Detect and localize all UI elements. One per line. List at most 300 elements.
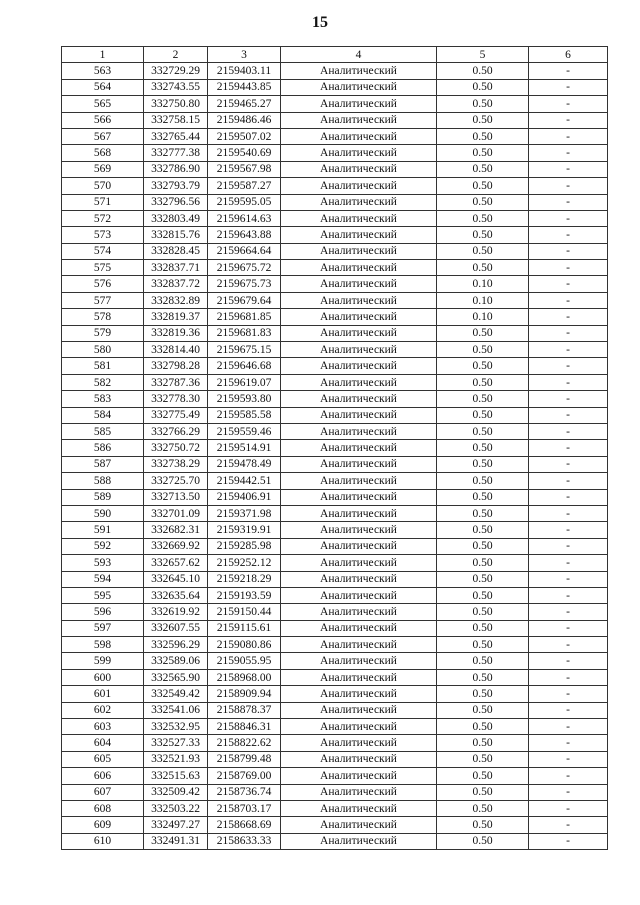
table-row bbox=[62, 194, 608, 210]
table-row bbox=[62, 423, 608, 439]
table-row bbox=[62, 112, 608, 128]
table-cell: Аналитический bbox=[281, 358, 437, 374]
table-cell: 573 bbox=[62, 227, 144, 243]
table-cell: - bbox=[529, 260, 608, 276]
table-cell: Аналитический bbox=[281, 227, 437, 243]
table-cell: 0.50 bbox=[437, 702, 529, 718]
table-cell: - bbox=[529, 473, 608, 489]
table-cell: 590 bbox=[62, 505, 144, 521]
table-cell: - bbox=[529, 768, 608, 784]
table-cell: 567 bbox=[62, 128, 144, 144]
table-cell: 581 bbox=[62, 358, 144, 374]
table-cell: 594 bbox=[62, 571, 144, 587]
table-cell: 332645.10 bbox=[144, 571, 208, 587]
table-cell: 2158769.00 bbox=[208, 768, 281, 784]
table-cell: 570 bbox=[62, 178, 144, 194]
table-cell: - bbox=[529, 620, 608, 636]
table-row bbox=[62, 505, 608, 521]
table-cell: 332796.56 bbox=[144, 194, 208, 210]
table-cell: 599 bbox=[62, 653, 144, 669]
table-cell: 332682.31 bbox=[144, 522, 208, 538]
table-row bbox=[62, 440, 608, 456]
table-cell: 601 bbox=[62, 686, 144, 702]
table-row bbox=[62, 489, 608, 505]
table-row bbox=[62, 686, 608, 702]
table-cell: 0.50 bbox=[437, 735, 529, 751]
table-cell: - bbox=[529, 161, 608, 177]
table-cell: Аналитический bbox=[281, 325, 437, 341]
table-cell: Аналитический bbox=[281, 702, 437, 718]
table-cell: Аналитический bbox=[281, 260, 437, 276]
table-cell: 2159585.58 bbox=[208, 407, 281, 423]
table-row bbox=[62, 768, 608, 784]
table-cell: 2158736.74 bbox=[208, 784, 281, 800]
table-cell: Аналитический bbox=[281, 63, 437, 79]
table-row bbox=[62, 96, 608, 112]
table-row bbox=[62, 358, 608, 374]
table-cell: 2159587.27 bbox=[208, 178, 281, 194]
table-cell: 576 bbox=[62, 276, 144, 292]
table-cell: 0.50 bbox=[437, 505, 529, 521]
table-cell: 2159406.91 bbox=[208, 489, 281, 505]
table-cell: Аналитический bbox=[281, 735, 437, 751]
table-cell: - bbox=[529, 719, 608, 735]
table-cell: Аналитический bbox=[281, 719, 437, 735]
table-row bbox=[62, 719, 608, 735]
table-cell: 332743.55 bbox=[144, 79, 208, 95]
table-cell: 2158878.37 bbox=[208, 702, 281, 718]
table-cell: 0.50 bbox=[437, 210, 529, 226]
table-cell: 332814.40 bbox=[144, 342, 208, 358]
table-cell: 332509.42 bbox=[144, 784, 208, 800]
table-cell: 2159540.69 bbox=[208, 145, 281, 161]
table-row bbox=[62, 456, 608, 472]
table-cell: - bbox=[529, 456, 608, 472]
table-cell: Аналитический bbox=[281, 768, 437, 784]
table-row bbox=[62, 309, 608, 325]
table-cell: - bbox=[529, 358, 608, 374]
table-cell: 2159403.11 bbox=[208, 63, 281, 79]
table-cell: 598 bbox=[62, 637, 144, 653]
table-cell: - bbox=[529, 128, 608, 144]
table-cell: 609 bbox=[62, 817, 144, 833]
table-cell: 0.50 bbox=[437, 227, 529, 243]
table-cell: 2158668.69 bbox=[208, 817, 281, 833]
table-cell: Аналитический bbox=[281, 686, 437, 702]
table-cell: 587 bbox=[62, 456, 144, 472]
table-cell: - bbox=[529, 505, 608, 521]
table-cell: - bbox=[529, 604, 608, 620]
table-cell: 566 bbox=[62, 112, 144, 128]
table-row bbox=[62, 669, 608, 685]
table-row bbox=[62, 391, 608, 407]
table-cell: 0.50 bbox=[437, 128, 529, 144]
table-cell: 0.10 bbox=[437, 309, 529, 325]
table-cell: Аналитический bbox=[281, 276, 437, 292]
table-cell: Аналитический bbox=[281, 128, 437, 144]
table-cell: 332758.15 bbox=[144, 112, 208, 128]
column-header: 6 bbox=[529, 47, 608, 63]
table-row bbox=[62, 800, 608, 816]
table-row bbox=[62, 817, 608, 833]
table-cell: Аналитический bbox=[281, 538, 437, 554]
table-cell: 577 bbox=[62, 292, 144, 308]
table-cell: 2159285.98 bbox=[208, 538, 281, 554]
table-cell: 610 bbox=[62, 833, 144, 849]
table-row bbox=[62, 702, 608, 718]
table-cell: 585 bbox=[62, 423, 144, 439]
column-header: 3 bbox=[208, 47, 281, 63]
table-cell: 332515.63 bbox=[144, 768, 208, 784]
table-cell: 0.50 bbox=[437, 407, 529, 423]
table-cell: - bbox=[529, 374, 608, 390]
table-cell: 0.50 bbox=[437, 440, 529, 456]
table-cell: 600 bbox=[62, 669, 144, 685]
table-cell: 568 bbox=[62, 145, 144, 161]
table-cell: Аналитический bbox=[281, 292, 437, 308]
table-cell: 332787.36 bbox=[144, 374, 208, 390]
table-cell: 332777.38 bbox=[144, 145, 208, 161]
table-cell: 0.50 bbox=[437, 423, 529, 439]
table-cell: - bbox=[529, 63, 608, 79]
table-cell: 0.50 bbox=[437, 719, 529, 735]
table-cell: 2159679.64 bbox=[208, 292, 281, 308]
table-cell: 564 bbox=[62, 79, 144, 95]
table-cell: 332521.93 bbox=[144, 751, 208, 767]
table-cell: 2159681.83 bbox=[208, 325, 281, 341]
table-cell: 332793.79 bbox=[144, 178, 208, 194]
table-cell: 0.50 bbox=[437, 194, 529, 210]
table-cell: 593 bbox=[62, 555, 144, 571]
table-cell: 0.50 bbox=[437, 604, 529, 620]
table-cell: 2159675.15 bbox=[208, 342, 281, 358]
table-cell: 0.50 bbox=[437, 571, 529, 587]
table-cell: 2159643.88 bbox=[208, 227, 281, 243]
table-cell: 2159675.73 bbox=[208, 276, 281, 292]
table-row bbox=[62, 833, 608, 849]
table-row bbox=[62, 325, 608, 341]
table-row bbox=[62, 145, 608, 161]
table-cell: Аналитический bbox=[281, 505, 437, 521]
table-cell: 0.50 bbox=[437, 751, 529, 767]
table-row bbox=[62, 260, 608, 276]
table-cell: 574 bbox=[62, 243, 144, 259]
table-cell: 2158822.62 bbox=[208, 735, 281, 751]
table-cell: 2159193.59 bbox=[208, 587, 281, 603]
table-cell: - bbox=[529, 407, 608, 423]
table-cell: - bbox=[529, 784, 608, 800]
table-row bbox=[62, 79, 608, 95]
table-cell: 332565.90 bbox=[144, 669, 208, 685]
table-cell: 0.50 bbox=[437, 63, 529, 79]
table-cell: - bbox=[529, 292, 608, 308]
table-cell: Аналитический bbox=[281, 833, 437, 849]
table-cell: 2159218.29 bbox=[208, 571, 281, 587]
table-cell: 569 bbox=[62, 161, 144, 177]
table-cell: Аналитический bbox=[281, 440, 437, 456]
table-cell: 2159514.91 bbox=[208, 440, 281, 456]
table-cell: - bbox=[529, 751, 608, 767]
table-cell: 332635.64 bbox=[144, 587, 208, 603]
table-cell: 0.10 bbox=[437, 292, 529, 308]
table-cell: Аналитический bbox=[281, 309, 437, 325]
table-cell: - bbox=[529, 342, 608, 358]
table-cell: - bbox=[529, 686, 608, 702]
table-cell: 605 bbox=[62, 751, 144, 767]
table-cell: 332729.29 bbox=[144, 63, 208, 79]
table-cell: 2159115.61 bbox=[208, 620, 281, 636]
table-row bbox=[62, 522, 608, 538]
table-cell: 2159614.63 bbox=[208, 210, 281, 226]
table-cell: - bbox=[529, 669, 608, 685]
table-row bbox=[62, 243, 608, 259]
table-cell: - bbox=[529, 440, 608, 456]
table-cell: - bbox=[529, 522, 608, 538]
table-cell: - bbox=[529, 194, 608, 210]
table-cell: 2159619.07 bbox=[208, 374, 281, 390]
table-row bbox=[62, 538, 608, 554]
table-cell: 332669.92 bbox=[144, 538, 208, 554]
table-cell: 602 bbox=[62, 702, 144, 718]
coordinates-table bbox=[61, 46, 608, 850]
table-cell: 0.50 bbox=[437, 358, 529, 374]
table-cell: Аналитический bbox=[281, 79, 437, 95]
table-cell: 575 bbox=[62, 260, 144, 276]
table-cell: Аналитический bbox=[281, 243, 437, 259]
table-cell: 595 bbox=[62, 587, 144, 603]
table-cell: - bbox=[529, 309, 608, 325]
table-cell: 332828.45 bbox=[144, 243, 208, 259]
table-cell: 0.50 bbox=[437, 800, 529, 816]
table-cell: Аналитический bbox=[281, 571, 437, 587]
table-cell: 572 bbox=[62, 210, 144, 226]
column-header: 4 bbox=[281, 47, 437, 63]
table-cell: 2158909.94 bbox=[208, 686, 281, 702]
table-cell: Аналитический bbox=[281, 178, 437, 194]
table-cell: Аналитический bbox=[281, 784, 437, 800]
table-cell: 332766.29 bbox=[144, 423, 208, 439]
table-cell: 0.50 bbox=[437, 686, 529, 702]
table-cell: 0.50 bbox=[437, 79, 529, 95]
table-cell: 2159371.98 bbox=[208, 505, 281, 521]
table-cell: - bbox=[529, 817, 608, 833]
table-cell: 0.50 bbox=[437, 587, 529, 603]
table-cell: Аналитический bbox=[281, 112, 437, 128]
table-cell: - bbox=[529, 227, 608, 243]
table-cell: - bbox=[529, 276, 608, 292]
table-row bbox=[62, 161, 608, 177]
table-cell: Аналитический bbox=[281, 342, 437, 358]
table-cell: 332549.42 bbox=[144, 686, 208, 702]
table-cell: 332798.28 bbox=[144, 358, 208, 374]
table-row bbox=[62, 637, 608, 653]
table-cell: 332657.62 bbox=[144, 555, 208, 571]
table-cell: Аналитический bbox=[281, 637, 437, 653]
table-row bbox=[62, 342, 608, 358]
table-cell: Аналитический bbox=[281, 587, 437, 603]
table-cell: 2158799.48 bbox=[208, 751, 281, 767]
table-cell: 580 bbox=[62, 342, 144, 358]
table-cell: 2159486.46 bbox=[208, 112, 281, 128]
table-cell: 332750.72 bbox=[144, 440, 208, 456]
table-cell: Аналитический bbox=[281, 751, 437, 767]
table-cell: 332701.09 bbox=[144, 505, 208, 521]
table-cell: 2159478.49 bbox=[208, 456, 281, 472]
table-cell: 2159595.05 bbox=[208, 194, 281, 210]
table-cell: 0.50 bbox=[437, 161, 529, 177]
table-cell: 0.50 bbox=[437, 243, 529, 259]
table-row bbox=[62, 587, 608, 603]
table-cell: - bbox=[529, 325, 608, 341]
table-cell: 2159507.02 bbox=[208, 128, 281, 144]
table-cell: 571 bbox=[62, 194, 144, 210]
table-row bbox=[62, 751, 608, 767]
table-cell: Аналитический bbox=[281, 161, 437, 177]
table-row bbox=[62, 604, 608, 620]
table-cell: - bbox=[529, 145, 608, 161]
table-cell: 0.50 bbox=[437, 260, 529, 276]
table-cell: 582 bbox=[62, 374, 144, 390]
table-cell: 2159465.27 bbox=[208, 96, 281, 112]
table-cell: - bbox=[529, 702, 608, 718]
table-cell: - bbox=[529, 391, 608, 407]
table-cell: Аналитический bbox=[281, 407, 437, 423]
table-cell: 0.50 bbox=[437, 145, 529, 161]
table-cell: Аналитический bbox=[281, 374, 437, 390]
table-cell: 0.50 bbox=[437, 669, 529, 685]
table-cell: 332738.29 bbox=[144, 456, 208, 472]
table-cell: 2159675.72 bbox=[208, 260, 281, 276]
table-cell: 0.50 bbox=[437, 833, 529, 849]
table-cell: 332497.27 bbox=[144, 817, 208, 833]
table-cell: 332596.29 bbox=[144, 637, 208, 653]
table-cell: 0.50 bbox=[437, 391, 529, 407]
page-number: 15 bbox=[312, 14, 328, 31]
table-cell: 332803.49 bbox=[144, 210, 208, 226]
table-cell: 608 bbox=[62, 800, 144, 816]
table-cell: Аналитический bbox=[281, 210, 437, 226]
table-cell: 0.50 bbox=[437, 522, 529, 538]
table-row bbox=[62, 407, 608, 423]
table-cell: - bbox=[529, 571, 608, 587]
table-cell: - bbox=[529, 79, 608, 95]
table-cell: Аналитический bbox=[281, 653, 437, 669]
table-cell: 563 bbox=[62, 63, 144, 79]
table-cell: 591 bbox=[62, 522, 144, 538]
table-cell: Аналитический bbox=[281, 489, 437, 505]
table-cell: 606 bbox=[62, 768, 144, 784]
table-cell: - bbox=[529, 800, 608, 816]
table-cell: 332541.06 bbox=[144, 702, 208, 718]
table-cell: Аналитический bbox=[281, 604, 437, 620]
table-cell: 0.50 bbox=[437, 817, 529, 833]
table-row bbox=[62, 784, 608, 800]
table-cell: 332837.71 bbox=[144, 260, 208, 276]
table-cell: Аналитический bbox=[281, 96, 437, 112]
table-cell: 332491.31 bbox=[144, 833, 208, 849]
table-row bbox=[62, 620, 608, 636]
table-cell: 332765.44 bbox=[144, 128, 208, 144]
table-row bbox=[62, 63, 608, 79]
table-cell: 2158703.17 bbox=[208, 800, 281, 816]
table-cell: 2158968.00 bbox=[208, 669, 281, 685]
table-cell: 2159567.98 bbox=[208, 161, 281, 177]
table-cell: Аналитический bbox=[281, 620, 437, 636]
table-cell: 0.50 bbox=[437, 456, 529, 472]
table-cell: 0.50 bbox=[437, 374, 529, 390]
table-cell: 2159443.85 bbox=[208, 79, 281, 95]
table-cell: 607 bbox=[62, 784, 144, 800]
table-cell: 596 bbox=[62, 604, 144, 620]
table-cell: - bbox=[529, 653, 608, 669]
table-row bbox=[62, 555, 608, 571]
table-body bbox=[62, 63, 608, 850]
table-cell: Аналитический bbox=[281, 194, 437, 210]
table-cell: 332837.72 bbox=[144, 276, 208, 292]
table-row bbox=[62, 571, 608, 587]
table-cell: 332503.22 bbox=[144, 800, 208, 816]
table-header-row bbox=[62, 47, 608, 63]
table-cell: - bbox=[529, 210, 608, 226]
table-cell: 0.50 bbox=[437, 178, 529, 194]
table-cell: 332527.33 bbox=[144, 735, 208, 751]
table-cell: 332750.80 bbox=[144, 96, 208, 112]
table-cell: Аналитический bbox=[281, 473, 437, 489]
table-cell: 2159252.12 bbox=[208, 555, 281, 571]
table-cell: Аналитический bbox=[281, 669, 437, 685]
table-cell: - bbox=[529, 112, 608, 128]
table-cell: 0.50 bbox=[437, 342, 529, 358]
table-row bbox=[62, 473, 608, 489]
table-cell: 603 bbox=[62, 719, 144, 735]
table-cell: 332832.89 bbox=[144, 292, 208, 308]
table-cell: - bbox=[529, 96, 608, 112]
table-cell: - bbox=[529, 555, 608, 571]
table-cell: - bbox=[529, 833, 608, 849]
table-cell: 597 bbox=[62, 620, 144, 636]
table-cell: 2158846.31 bbox=[208, 719, 281, 735]
table-row bbox=[62, 276, 608, 292]
table-cell: 0.50 bbox=[437, 784, 529, 800]
table-cell: 586 bbox=[62, 440, 144, 456]
table-cell: 0.50 bbox=[437, 637, 529, 653]
table-cell: Аналитический bbox=[281, 145, 437, 161]
table-cell: - bbox=[529, 637, 608, 653]
table-cell: - bbox=[529, 178, 608, 194]
table-cell: 2159055.95 bbox=[208, 653, 281, 669]
column-header: 1 bbox=[62, 47, 144, 63]
table-cell: 578 bbox=[62, 309, 144, 325]
table-cell: Аналитический bbox=[281, 391, 437, 407]
table-cell: 2159664.64 bbox=[208, 243, 281, 259]
table-cell: 0.50 bbox=[437, 620, 529, 636]
table-cell: Аналитический bbox=[281, 456, 437, 472]
table-cell: 2159319.91 bbox=[208, 522, 281, 538]
table-cell: 0.50 bbox=[437, 555, 529, 571]
table-cell: 2159681.85 bbox=[208, 309, 281, 325]
table-cell: 332778.30 bbox=[144, 391, 208, 407]
table-cell: 2159442.51 bbox=[208, 473, 281, 489]
table-cell: 0.10 bbox=[437, 276, 529, 292]
table-cell: Аналитический bbox=[281, 522, 437, 538]
table-row bbox=[62, 227, 608, 243]
table-cell: 332713.50 bbox=[144, 489, 208, 505]
column-header: 5 bbox=[437, 47, 529, 63]
table-cell: - bbox=[529, 587, 608, 603]
table-cell: 332775.49 bbox=[144, 407, 208, 423]
table-cell: 2159150.44 bbox=[208, 604, 281, 620]
table-cell: 0.50 bbox=[437, 325, 529, 341]
